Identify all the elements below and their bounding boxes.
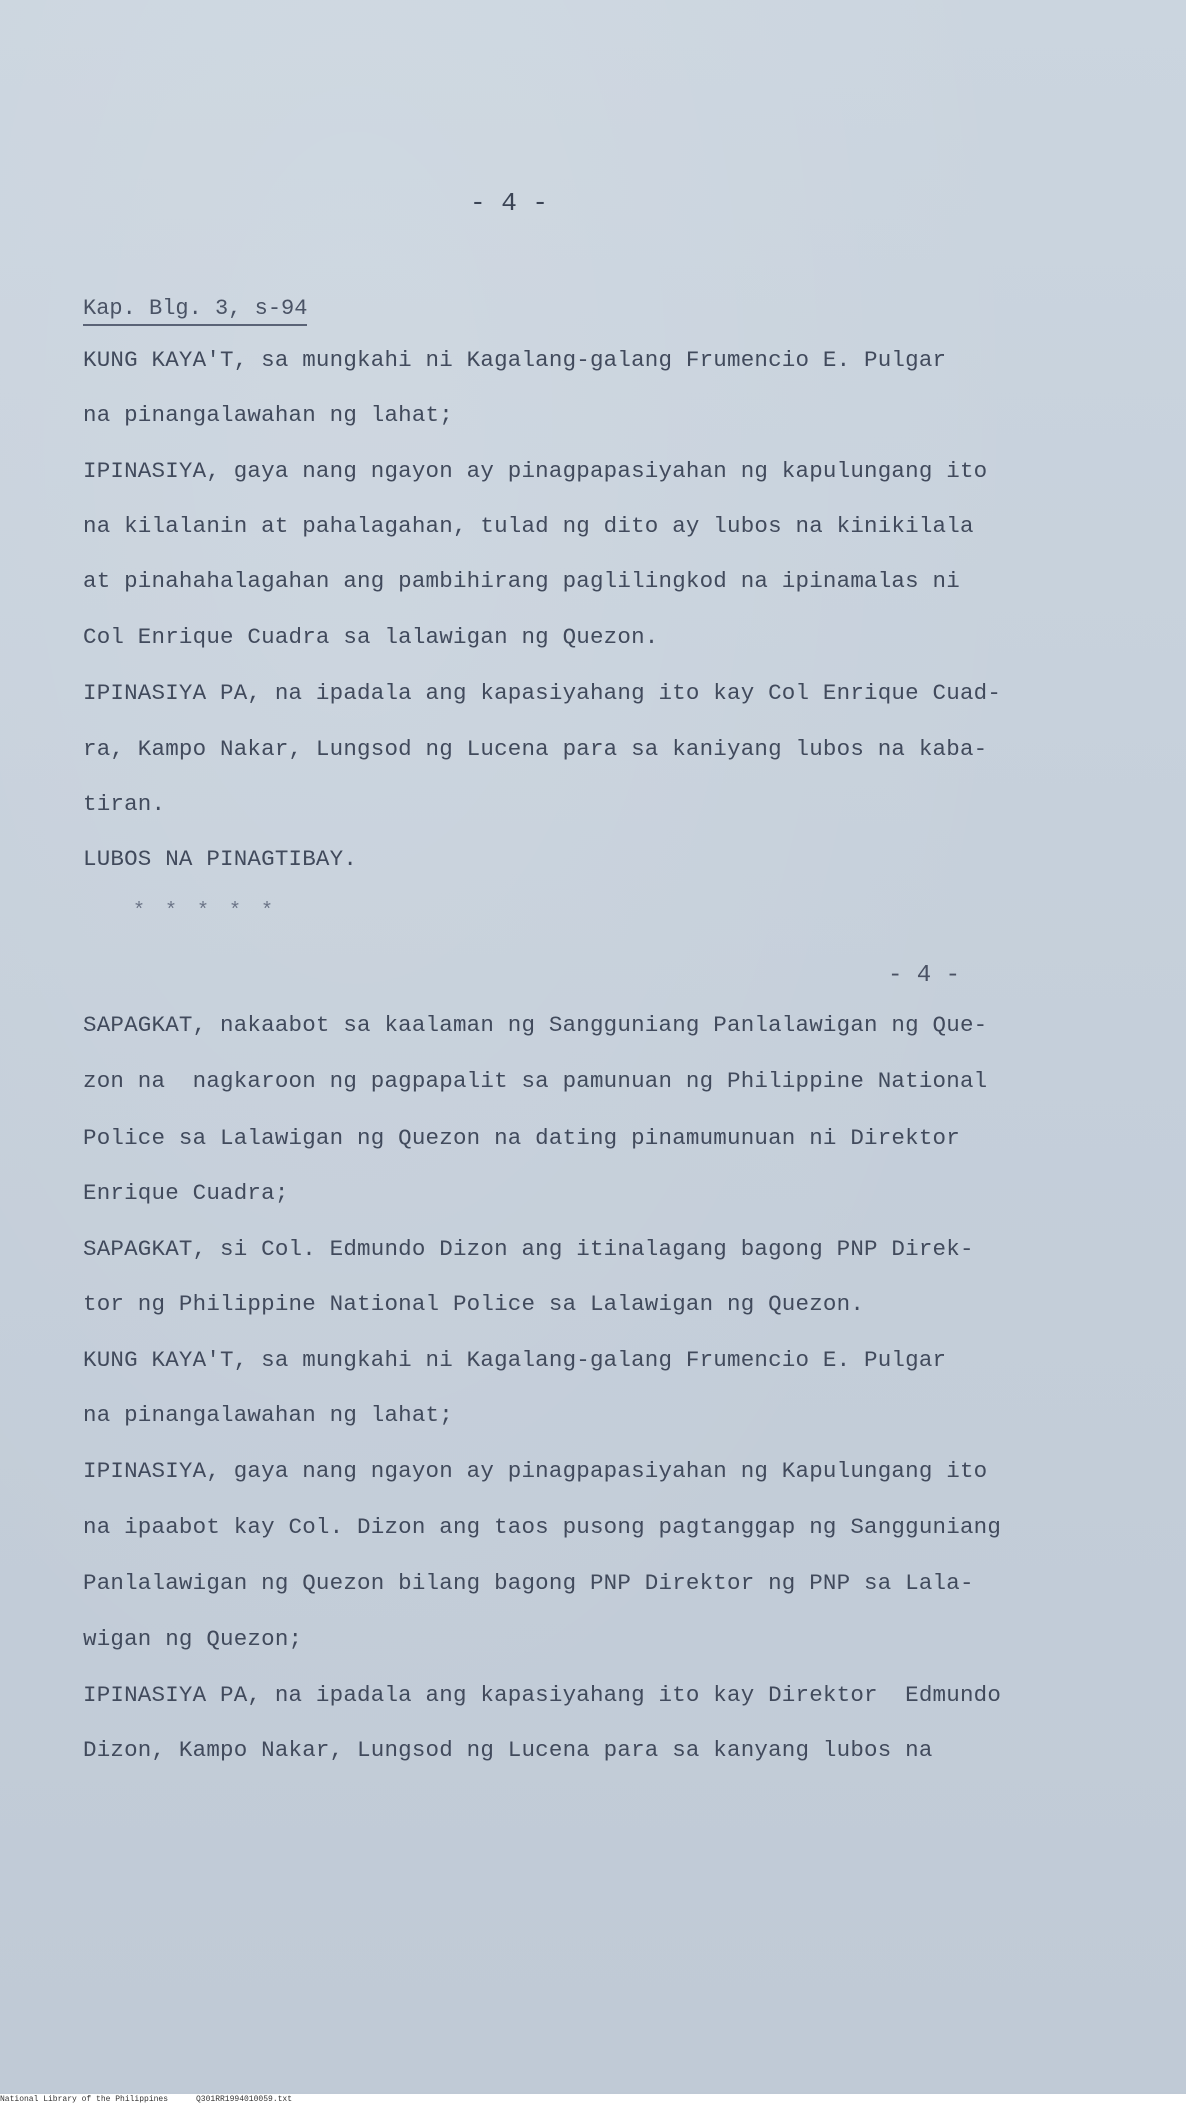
text-line: na kilalanin at pahalagahan, tulad ng dito ay lubos na kinikilala bbox=[83, 513, 974, 539]
text-line: at pinahahalagahan ang pambihirang paglilingkod na ipinamalas ni bbox=[83, 568, 960, 594]
text-line: Enrique Cuadra; bbox=[83, 1180, 289, 1206]
text-line: zon na nagkaroon ng pagpapalit sa pamunuan ng Philippine National bbox=[83, 1068, 988, 1094]
text-line: IPINASIYA PA, na ipadala ang kapasiyahang ito kay Direktor Edmundo bbox=[83, 1682, 1002, 1708]
text-line: tiran. bbox=[83, 791, 166, 817]
footer-filename: Q301RR1994010059.txt bbox=[196, 2095, 293, 2104]
text-line: Col Enrique Cuadra sa lalawigan ng Quezon. bbox=[83, 624, 659, 650]
text-line: IPINASIYA, gaya nang ngayon ay pinagpapasiyahan ng kapulungang ito bbox=[83, 458, 988, 484]
text-line: na pinangalawahan ng lahat; bbox=[83, 1402, 453, 1428]
text-line: LUBOS NA PINAGTIBAY. bbox=[83, 846, 358, 872]
separator-stars: * * * * * bbox=[133, 900, 278, 923]
text-line: SAPAGKAT, nakaabot sa kaalaman ng Sangguniang Panlalawigan ng Que- bbox=[83, 1012, 988, 1038]
text-line: na ipaabot kay Col. Dizon ang taos pusong pagtanggap ng Sangguniang bbox=[83, 1514, 1002, 1540]
scan-footer bbox=[0, 2094, 1186, 2108]
text-line: ra, Kampo Nakar, Lungsod ng Lucena para sa kaniyang lubos na kaba- bbox=[83, 736, 988, 762]
text-line: na pinangalawahan ng lahat; bbox=[83, 402, 453, 428]
text-line: KUNG KAYA'T, sa mungkahi ni Kagalang-galang Frumencio E. Pulgar bbox=[83, 347, 947, 373]
page-number-top: - 4 - bbox=[470, 188, 549, 218]
footer-library: National Library of the Philippines bbox=[0, 2095, 169, 2104]
text-line: wigan ng Quezon; bbox=[83, 1626, 303, 1652]
text-line: KUNG KAYA'T, sa mungkahi ni Kagalang-galang Frumencio E. Pulgar bbox=[83, 1347, 947, 1373]
page-number-mid: - 4 - bbox=[888, 962, 961, 989]
text-line: tor ng Philippine National Police sa Lalawigan ng Quezon. bbox=[83, 1291, 865, 1317]
text-line: Panlalawigan ng Quezon bilang bagong PNP Direktor ng PNP sa Lala- bbox=[83, 1570, 974, 1596]
text-line: SAPAGKAT, si Col. Edmundo Dizon ang itinalagang bagong PNP Direk- bbox=[83, 1236, 974, 1262]
text-line: IPINASIYA, gaya nang ngayon ay pinagpapasiyahan ng Kapulungang ito bbox=[83, 1458, 988, 1484]
text-line: IPINASIYA PA, na ipadala ang kapasiyahang ito kay Col Enrique Cuad- bbox=[83, 680, 1002, 706]
reference-number: Kap. Blg. 3, s-94 bbox=[83, 296, 307, 326]
text-line: Police sa Lalawigan ng Quezon na dating pinamumunuan ni Direktor bbox=[83, 1125, 960, 1151]
text-line: Dizon, Kampo Nakar, Lungsod ng Lucena para sa kanyang lubos na bbox=[83, 1737, 933, 1763]
